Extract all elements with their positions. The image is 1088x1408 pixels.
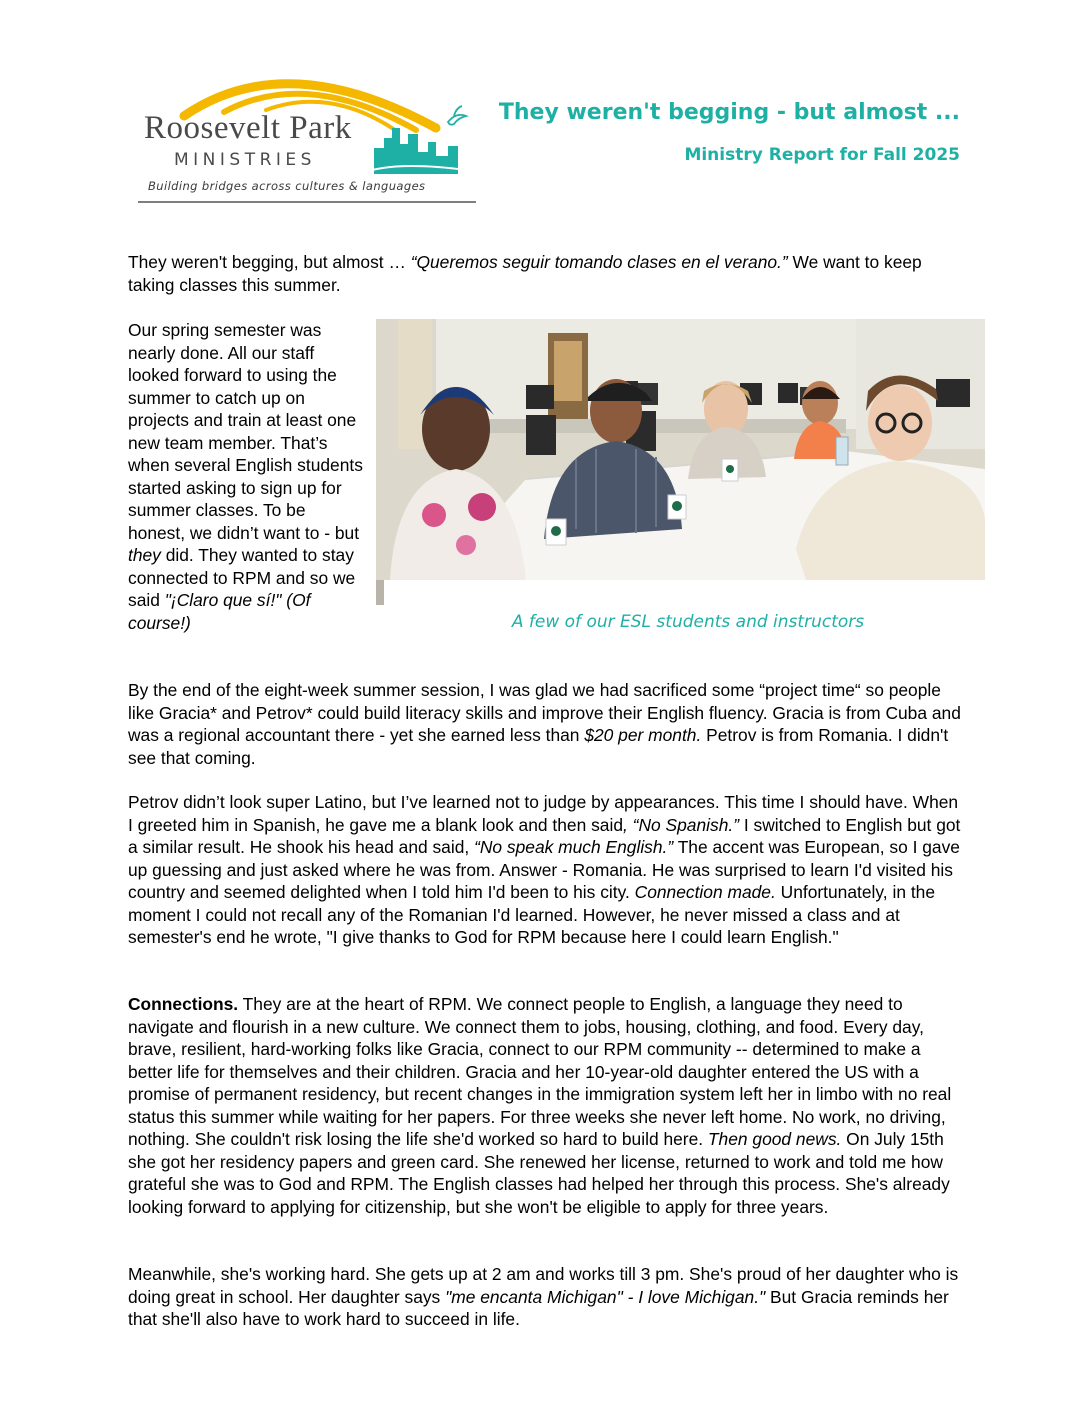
meanwhile-quote: "me encanta Michigan" - I love Michigan." bbox=[445, 1286, 766, 1307]
logo-tagline: Building bridges across cultures & languages bbox=[148, 179, 426, 193]
intro-quote: “Queremos seguir tomando clases en el verano.” bbox=[410, 252, 788, 272]
petrov-quote-1: , “No Spanish.” bbox=[623, 814, 739, 835]
intro-paragraph bbox=[128, 251, 964, 296]
column-emphasis-1: they bbox=[128, 545, 161, 565]
petrov-emphasis: Connection made. bbox=[634, 882, 776, 902]
column-emphasis-2: "¡Claro que sí!" (Of course!) bbox=[128, 590, 311, 633]
petrov-text-2: I switched to English but got a similar result. He shook his head and said, bbox=[128, 814, 961, 857]
petrov-quote-2: “No speak much English.” bbox=[474, 837, 674, 857]
petrov-paragraph bbox=[128, 791, 964, 949]
column-text-1: Our spring semester was nearly done. All our staff looked forward to using the summer to catch up on projects and train at least one new team member. That’s when several English students started asking to sign up for summer classes. To be honest, we didn’t want to - but bbox=[128, 320, 363, 543]
report-title: They weren't begging - but almost ... bbox=[498, 100, 960, 125]
intro-rest: We want to keep taking classes this summer. bbox=[128, 252, 922, 295]
intro-lead: They weren't begging, but almost … bbox=[128, 252, 411, 272]
classroom-photo bbox=[376, 319, 985, 580]
connections-paragraph bbox=[128, 993, 964, 1218]
report-subtitle: Ministry Report for Fall 2025 bbox=[684, 145, 960, 165]
summer-session-paragraph bbox=[128, 679, 964, 769]
meanwhile-text-1: Meanwhile, she's working hard. She gets up at 2 am and works till 3 pm. She's proud of her daughter who is doing great in school. Her daughter says bbox=[128, 1264, 959, 1307]
connections-text-2: On July 15th she got her residency papers and green card. She renewed her license, returned to work and told me how grateful she was to God and RPM. The English classes had helped her through this process. She's already looking forward to applying for citizenship, but she won't be eligible to apply for three years. bbox=[128, 1129, 950, 1217]
logo-name: Roosevelt Park bbox=[144, 110, 352, 146]
meanwhile-paragraph bbox=[128, 1263, 964, 1331]
summer-text-1: By the end of the eight-week summer session, I was glad we had sacrificed some “project time“ so people like Gracia* and Petrov* could build literacy skills and improve their English fluency. Gracia is from Cuba and was a regional accountant there - yet she earned less than bbox=[128, 680, 961, 745]
photo-shadow-edge bbox=[376, 580, 384, 605]
logo-subtitle: MINISTRIES bbox=[174, 150, 316, 170]
column-text-2: did. They wanted to stay connected to RPM and so we said bbox=[128, 545, 356, 610]
connections-text-1: They are at the heart of RPM. We connect people to English, a language they need to navigate and flourish in a new culture. We connect them to jobs, housing, clothing, and food. Every day, brave, resilient, hard-working folks like Gracia, connect to our RPM community -- determined to make a better life for themselves and their children. Gracia and her 10-year-old daughter entered the US with a promise of permanent residency, but recent changes in the immigration system left her in limbo with no real status this summer while waiting for her papers. For three weeks she never left home. No work, no driving, nothing. She couldn't risk losing the life she'd worked so hard to build here. bbox=[128, 994, 952, 1149]
photo-caption: A few of our ESL students and instructors bbox=[511, 612, 865, 632]
meanwhile-text-2: But Gracia reminds her that she'll also have to work hard to succeed in life. bbox=[128, 1286, 949, 1329]
spring-semester-paragraph bbox=[128, 319, 364, 634]
connections-emphasis: Then good news. bbox=[707, 1129, 842, 1149]
summer-emphasis: $20 per month. bbox=[584, 725, 702, 745]
summer-text-2: Petrov is from Romania. I didn't see that coming. bbox=[128, 725, 949, 768]
petrov-text-4: Unfortunately, in the moment I could not recall any of the Romanian I'd learned. However, he never missed a class and at semester's end he wrote, "I give thanks to God for RPM because here I could learn English." bbox=[128, 882, 935, 947]
ministry-logo bbox=[136, 66, 480, 208]
connections-heading: Connections. bbox=[128, 994, 239, 1014]
petrov-text-3: The accent was European, so I gave up guessing and just asked where he was from. Answer - Romania. He was surprised to learn I'd visited his country and seemed delighted when I told him I'd been to his city. bbox=[128, 837, 960, 902]
petrov-text-1: Petrov didn’t look super Latino, but I’ve learned not to judge by appearances. This time I should have. When I greeted him in Spanish, he gave me a blank look and then said bbox=[128, 792, 959, 835]
